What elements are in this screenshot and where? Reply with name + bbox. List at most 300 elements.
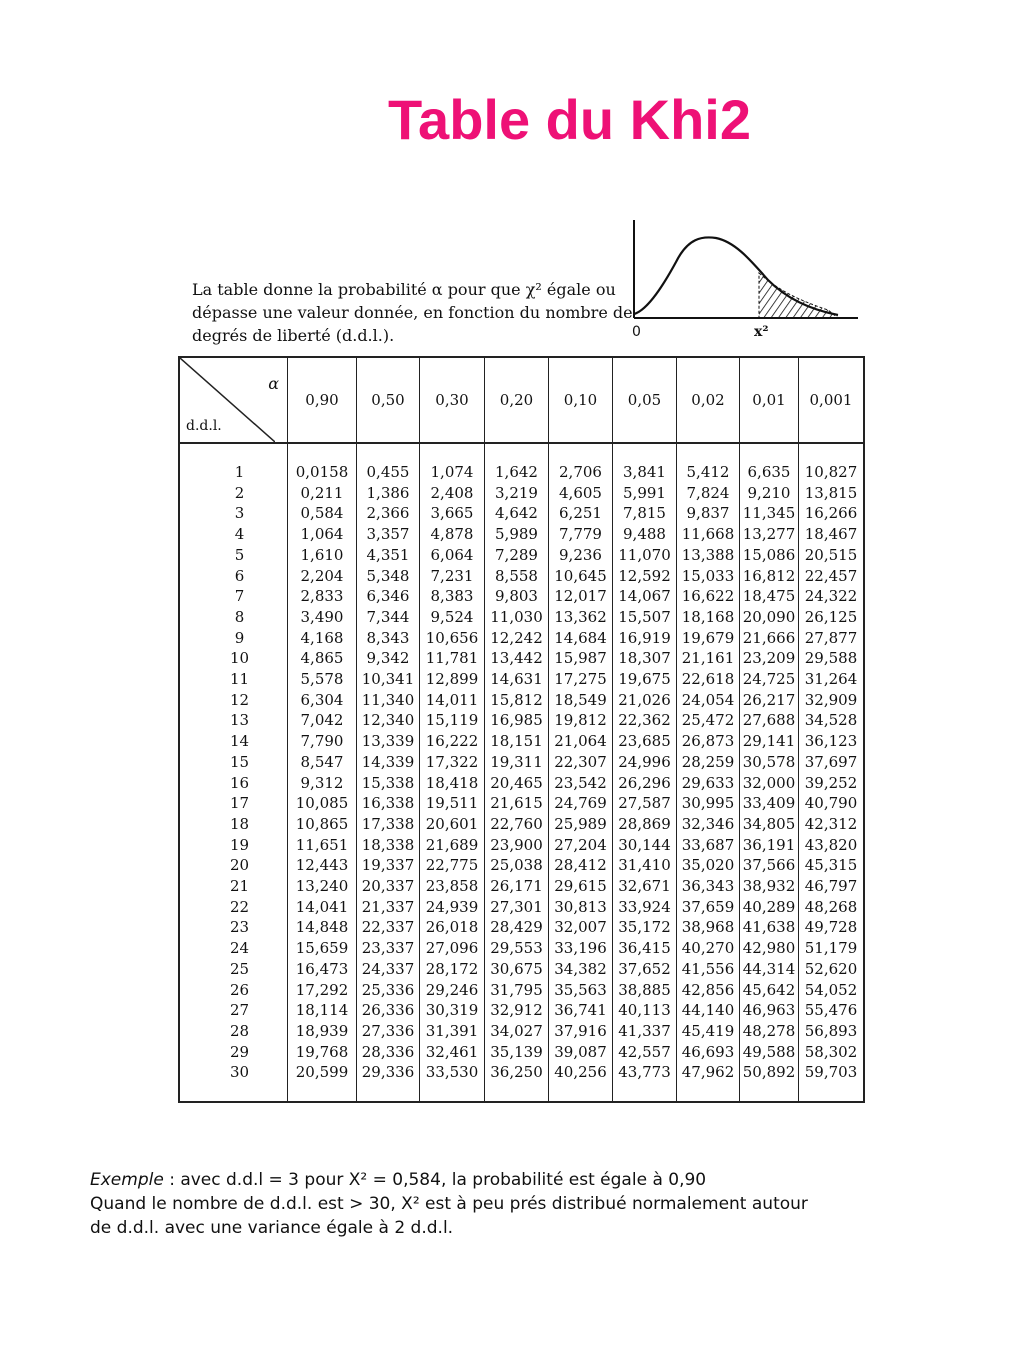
ddl-cell: 24 — [179, 938, 288, 959]
value-cell: 7,779 — [549, 524, 613, 545]
value-cell: 3,219 — [485, 483, 549, 504]
value-cell: 13,362 — [549, 607, 613, 628]
alpha-header: 0,02 — [677, 357, 740, 443]
value-cell: 24,054 — [677, 690, 740, 711]
value-cell: 35,172 — [613, 917, 677, 938]
value-cell: 32,461 — [420, 1042, 485, 1063]
value-cell: 54,052 — [799, 980, 865, 1001]
value-cell: 18,307 — [613, 648, 677, 669]
ddl-cell: 3 — [179, 503, 288, 524]
value-cell: 7,815 — [613, 503, 677, 524]
value-cell: 30,813 — [549, 897, 613, 918]
value-cell: 16,338 — [357, 793, 420, 814]
table-row — [179, 855, 864, 876]
chi2-table — [178, 356, 865, 1103]
value-cell: 26,171 — [485, 876, 549, 897]
value-cell: 2,408 — [420, 483, 485, 504]
value-cell: 16,266 — [799, 503, 865, 524]
value-cell: 18,475 — [740, 586, 799, 607]
value-cell: 15,086 — [740, 545, 799, 566]
value-cell: 18,549 — [549, 690, 613, 711]
table-row — [179, 710, 864, 731]
value-cell: 27,877 — [799, 628, 865, 649]
value-cell: 23,337 — [357, 938, 420, 959]
ddl-cell: 7 — [179, 586, 288, 607]
value-cell: 51,179 — [799, 938, 865, 959]
value-cell: 9,524 — [420, 607, 485, 628]
table-row — [179, 980, 864, 1001]
value-cell: 0,584 — [288, 503, 357, 524]
value-cell: 12,242 — [485, 628, 549, 649]
table-description — [192, 278, 632, 347]
value-cell: 5,991 — [613, 483, 677, 504]
value-cell: 23,900 — [485, 835, 549, 856]
table-row — [179, 1062, 864, 1102]
example-lead: Exemple — [90, 1170, 164, 1190]
value-cell: 1,610 — [288, 545, 357, 566]
value-cell: 33,530 — [420, 1062, 485, 1102]
value-cell: 17,338 — [357, 814, 420, 835]
value-cell: 15,119 — [420, 710, 485, 731]
ddl-cell: 17 — [179, 793, 288, 814]
value-cell: 8,547 — [288, 752, 357, 773]
value-cell: 34,027 — [485, 1021, 549, 1042]
table-row — [179, 443, 864, 483]
page-title: Table du Khi2 — [388, 88, 751, 151]
table-row — [179, 752, 864, 773]
value-cell: 14,339 — [357, 752, 420, 773]
table-row — [179, 959, 864, 980]
value-cell: 17,292 — [288, 980, 357, 1001]
value-cell: 13,339 — [357, 731, 420, 752]
value-cell: 23,685 — [613, 731, 677, 752]
value-cell: 46,693 — [677, 1042, 740, 1063]
value-cell: 35,020 — [677, 855, 740, 876]
value-cell: 11,651 — [288, 835, 357, 856]
value-cell: 6,635 — [740, 443, 799, 483]
value-cell: 41,556 — [677, 959, 740, 980]
value-cell: 21,666 — [740, 628, 799, 649]
value-cell: 29,246 — [420, 980, 485, 1001]
ddl-cell: 1 — [179, 443, 288, 483]
value-cell: 40,256 — [549, 1062, 613, 1102]
value-cell: 26,217 — [740, 690, 799, 711]
value-cell: 0,211 — [288, 483, 357, 504]
value-cell: 26,336 — [357, 1000, 420, 1021]
value-cell: 16,222 — [420, 731, 485, 752]
value-cell: 32,912 — [485, 1000, 549, 1021]
value-cell: 22,760 — [485, 814, 549, 835]
value-cell: 10,341 — [357, 669, 420, 690]
value-cell: 20,601 — [420, 814, 485, 835]
value-cell: 30,144 — [613, 835, 677, 856]
value-cell: 32,909 — [799, 690, 865, 711]
value-cell: 31,264 — [799, 669, 865, 690]
ddl-cell: 29 — [179, 1042, 288, 1063]
value-cell: 25,038 — [485, 855, 549, 876]
value-cell: 37,659 — [677, 897, 740, 918]
value-cell: 18,338 — [357, 835, 420, 856]
value-cell: 20,465 — [485, 773, 549, 794]
corner-cell — [179, 357, 288, 443]
value-cell: 42,312 — [799, 814, 865, 835]
value-cell: 4,878 — [420, 524, 485, 545]
value-cell: 17,322 — [420, 752, 485, 773]
value-cell: 15,987 — [549, 648, 613, 669]
value-cell: 44,140 — [677, 1000, 740, 1021]
value-cell: 12,340 — [357, 710, 420, 731]
value-cell: 33,409 — [740, 793, 799, 814]
value-cell: 40,113 — [613, 1000, 677, 1021]
value-cell: 45,315 — [799, 855, 865, 876]
value-cell: 16,622 — [677, 586, 740, 607]
value-cell: 5,578 — [288, 669, 357, 690]
value-cell: 26,125 — [799, 607, 865, 628]
value-cell: 19,679 — [677, 628, 740, 649]
value-cell: 11,781 — [420, 648, 485, 669]
value-cell: 32,000 — [740, 773, 799, 794]
ddl-cell: 15 — [179, 752, 288, 773]
value-cell: 3,490 — [288, 607, 357, 628]
table-row — [179, 669, 864, 690]
table-row — [179, 1021, 864, 1042]
value-cell: 21,689 — [420, 835, 485, 856]
table-row — [179, 731, 864, 752]
ddl-cell: 13 — [179, 710, 288, 731]
value-cell: 18,467 — [799, 524, 865, 545]
ddl-cell: 11 — [179, 669, 288, 690]
value-cell: 27,301 — [485, 897, 549, 918]
alpha-header: 0,01 — [740, 357, 799, 443]
chi2-density-curve-diagram — [628, 218, 863, 343]
value-cell: 43,773 — [613, 1062, 677, 1102]
value-cell: 12,592 — [613, 566, 677, 587]
value-cell: 34,382 — [549, 959, 613, 980]
value-cell: 9,837 — [677, 503, 740, 524]
value-cell: 49,728 — [799, 917, 865, 938]
value-cell: 21,161 — [677, 648, 740, 669]
value-cell: 40,289 — [740, 897, 799, 918]
table-row — [179, 607, 864, 628]
value-cell: 8,558 — [485, 566, 549, 587]
value-cell: 46,797 — [799, 876, 865, 897]
value-cell: 6,346 — [357, 586, 420, 607]
value-cell: 10,656 — [420, 628, 485, 649]
value-cell: 49,588 — [740, 1042, 799, 1063]
table-row — [179, 483, 864, 504]
value-cell: 29,141 — [740, 731, 799, 752]
ddl-cell: 26 — [179, 980, 288, 1001]
value-cell: 28,259 — [677, 752, 740, 773]
value-cell: 26,296 — [613, 773, 677, 794]
value-cell: 36,415 — [613, 938, 677, 959]
value-cell: 35,139 — [485, 1042, 549, 1063]
value-cell: 30,995 — [677, 793, 740, 814]
value-cell: 50,892 — [740, 1062, 799, 1102]
value-cell: 28,412 — [549, 855, 613, 876]
value-cell: 21,064 — [549, 731, 613, 752]
value-cell: 7,289 — [485, 545, 549, 566]
value-cell: 21,337 — [357, 897, 420, 918]
value-cell: 13,277 — [740, 524, 799, 545]
description-line: dépasse une valeur donnée, en fonction du nombre de — [192, 303, 633, 322]
value-cell: 18,168 — [677, 607, 740, 628]
table-row — [179, 503, 864, 524]
value-cell: 20,515 — [799, 545, 865, 566]
value-cell: 11,345 — [740, 503, 799, 524]
table-row — [179, 628, 864, 649]
table-row — [179, 897, 864, 918]
value-cell: 16,919 — [613, 628, 677, 649]
value-cell: 24,996 — [613, 752, 677, 773]
value-cell: 41,337 — [613, 1021, 677, 1042]
value-cell: 28,172 — [420, 959, 485, 980]
value-cell: 21,026 — [613, 690, 677, 711]
alpha-header: 0,20 — [485, 357, 549, 443]
value-cell: 16,985 — [485, 710, 549, 731]
value-cell: 36,191 — [740, 835, 799, 856]
value-cell: 2,833 — [288, 586, 357, 607]
value-cell: 3,357 — [357, 524, 420, 545]
value-cell: 31,391 — [420, 1021, 485, 1042]
value-cell: 29,336 — [357, 1062, 420, 1102]
ddl-cell: 12 — [179, 690, 288, 711]
value-cell: 4,865 — [288, 648, 357, 669]
value-cell: 9,488 — [613, 524, 677, 545]
ddl-cell: 8 — [179, 607, 288, 628]
example-line: Quand le nombre de d.d.l. est > 30, X² est à peu prés distribué normalement autour — [90, 1194, 808, 1214]
value-cell: 5,348 — [357, 566, 420, 587]
value-cell: 35,563 — [549, 980, 613, 1001]
value-cell: 40,790 — [799, 793, 865, 814]
value-cell: 24,939 — [420, 897, 485, 918]
value-cell: 34,805 — [740, 814, 799, 835]
ddl-cell: 2 — [179, 483, 288, 504]
table-row — [179, 648, 864, 669]
ddl-cell: 5 — [179, 545, 288, 566]
value-cell: 3,665 — [420, 503, 485, 524]
table-row — [179, 545, 864, 566]
value-cell: 26,018 — [420, 917, 485, 938]
value-cell: 45,419 — [677, 1021, 740, 1042]
value-cell: 10,865 — [288, 814, 357, 835]
value-cell: 25,336 — [357, 980, 420, 1001]
table-row — [179, 586, 864, 607]
value-cell: 19,675 — [613, 669, 677, 690]
value-cell: 9,342 — [357, 648, 420, 669]
value-cell: 1,064 — [288, 524, 357, 545]
value-cell: 15,033 — [677, 566, 740, 587]
ddl-cell: 9 — [179, 628, 288, 649]
value-cell: 37,652 — [613, 959, 677, 980]
table-row — [179, 876, 864, 897]
table-row — [179, 917, 864, 938]
value-cell: 11,030 — [485, 607, 549, 628]
value-cell: 28,336 — [357, 1042, 420, 1063]
table-row — [179, 835, 864, 856]
value-cell: 28,869 — [613, 814, 677, 835]
value-cell: 36,343 — [677, 876, 740, 897]
value-cell: 59,703 — [799, 1062, 865, 1102]
description-line: La table donne la probabilité α pour que χ² égale ou — [192, 280, 616, 299]
value-cell: 13,388 — [677, 545, 740, 566]
value-cell: 16,473 — [288, 959, 357, 980]
value-cell: 9,210 — [740, 483, 799, 504]
value-cell: 20,337 — [357, 876, 420, 897]
value-cell: 14,067 — [613, 586, 677, 607]
value-cell: 4,351 — [357, 545, 420, 566]
description-line: degrés de liberté (d.d.l.). — [192, 326, 395, 345]
value-cell: 2,706 — [549, 443, 613, 483]
value-cell: 36,250 — [485, 1062, 549, 1102]
value-cell: 56,893 — [799, 1021, 865, 1042]
table-row — [179, 1000, 864, 1021]
value-cell: 8,383 — [420, 586, 485, 607]
value-cell: 18,939 — [288, 1021, 357, 1042]
value-cell: 15,812 — [485, 690, 549, 711]
value-cell: 15,507 — [613, 607, 677, 628]
value-cell: 2,204 — [288, 566, 357, 587]
header-row — [179, 357, 864, 443]
value-cell: 24,322 — [799, 586, 865, 607]
ddl-cell: 10 — [179, 648, 288, 669]
value-cell: 12,443 — [288, 855, 357, 876]
value-cell: 39,087 — [549, 1042, 613, 1063]
value-cell: 1,074 — [420, 443, 485, 483]
value-cell: 13,442 — [485, 648, 549, 669]
value-cell: 4,605 — [549, 483, 613, 504]
value-cell: 32,007 — [549, 917, 613, 938]
value-cell: 2,366 — [357, 503, 420, 524]
value-cell: 34,528 — [799, 710, 865, 731]
value-cell: 48,278 — [740, 1021, 799, 1042]
alpha-header: 0,50 — [357, 357, 420, 443]
ddl-cell: 27 — [179, 1000, 288, 1021]
value-cell: 22,337 — [357, 917, 420, 938]
value-cell: 18,114 — [288, 1000, 357, 1021]
value-cell: 7,824 — [677, 483, 740, 504]
value-cell: 42,557 — [613, 1042, 677, 1063]
value-cell: 27,204 — [549, 835, 613, 856]
value-cell: 6,304 — [288, 690, 357, 711]
value-cell: 29,588 — [799, 648, 865, 669]
value-cell: 23,542 — [549, 773, 613, 794]
value-cell: 37,566 — [740, 855, 799, 876]
value-cell: 14,848 — [288, 917, 357, 938]
value-cell: 19,311 — [485, 752, 549, 773]
value-cell: 44,314 — [740, 959, 799, 980]
alpha-label: α — [268, 374, 279, 393]
value-cell: 48,268 — [799, 897, 865, 918]
value-cell: 22,457 — [799, 566, 865, 587]
value-cell: 33,924 — [613, 897, 677, 918]
ddl-cell: 18 — [179, 814, 288, 835]
value-cell: 13,240 — [288, 876, 357, 897]
ddl-cell: 4 — [179, 524, 288, 545]
value-cell: 7,231 — [420, 566, 485, 587]
value-cell: 7,790 — [288, 731, 357, 752]
ddl-cell: 25 — [179, 959, 288, 980]
value-cell: 41,638 — [740, 917, 799, 938]
value-cell: 22,775 — [420, 855, 485, 876]
value-cell: 33,196 — [549, 938, 613, 959]
value-cell: 29,553 — [485, 938, 549, 959]
value-cell: 0,0158 — [288, 443, 357, 483]
example-line: de d.d.l. avec une variance égale à 2 d.d.l. — [90, 1218, 454, 1238]
value-cell: 32,346 — [677, 814, 740, 835]
value-cell: 38,885 — [613, 980, 677, 1001]
table-body — [179, 443, 864, 1102]
ddl-cell: 14 — [179, 731, 288, 752]
value-cell: 32,671 — [613, 876, 677, 897]
value-cell: 11,340 — [357, 690, 420, 711]
value-cell: 30,319 — [420, 1000, 485, 1021]
ddl-cell: 21 — [179, 876, 288, 897]
value-cell: 42,980 — [740, 938, 799, 959]
value-cell: 22,618 — [677, 669, 740, 690]
table-row — [179, 773, 864, 794]
value-cell: 1,386 — [357, 483, 420, 504]
value-cell: 23,858 — [420, 876, 485, 897]
table-row — [179, 524, 864, 545]
table-row — [179, 793, 864, 814]
table-row — [179, 1042, 864, 1063]
value-cell: 29,633 — [677, 773, 740, 794]
ddl-cell: 6 — [179, 566, 288, 587]
value-cell: 18,151 — [485, 731, 549, 752]
value-cell: 1,642 — [485, 443, 549, 483]
origin-label: 0 — [632, 324, 641, 340]
value-cell: 36,123 — [799, 731, 865, 752]
value-cell: 24,337 — [357, 959, 420, 980]
value-cell: 37,916 — [549, 1021, 613, 1042]
value-cell: 9,803 — [485, 586, 549, 607]
example-note — [90, 1168, 990, 1240]
value-cell: 42,856 — [677, 980, 740, 1001]
example-text: : avec d.d.l = 3 pour X² = 0,584, la probabilité est égale à 0,90 — [163, 1170, 707, 1190]
value-cell: 38,932 — [740, 876, 799, 897]
value-cell: 4,168 — [288, 628, 357, 649]
table-row — [179, 814, 864, 835]
value-cell: 43,820 — [799, 835, 865, 856]
table-row — [179, 690, 864, 711]
value-cell: 10,827 — [799, 443, 865, 483]
value-cell: 14,684 — [549, 628, 613, 649]
value-cell: 31,410 — [613, 855, 677, 876]
value-cell: 11,668 — [677, 524, 740, 545]
value-cell: 26,873 — [677, 731, 740, 752]
ddl-cell: 30 — [179, 1062, 288, 1102]
value-cell: 47,962 — [677, 1062, 740, 1102]
value-cell: 40,270 — [677, 938, 740, 959]
value-cell: 52,620 — [799, 959, 865, 980]
value-cell: 27,587 — [613, 793, 677, 814]
value-cell: 27,688 — [740, 710, 799, 731]
value-cell: 8,343 — [357, 628, 420, 649]
value-cell: 15,659 — [288, 938, 357, 959]
value-cell: 9,312 — [288, 773, 357, 794]
ddl-cell: 20 — [179, 855, 288, 876]
value-cell: 37,697 — [799, 752, 865, 773]
value-cell: 30,578 — [740, 752, 799, 773]
alpha-header: 0,05 — [613, 357, 677, 443]
alpha-header: 0,90 — [288, 357, 357, 443]
value-cell: 31,795 — [485, 980, 549, 1001]
value-cell: 58,302 — [799, 1042, 865, 1063]
value-cell: 11,070 — [613, 545, 677, 566]
value-cell: 22,307 — [549, 752, 613, 773]
table-row — [179, 938, 864, 959]
